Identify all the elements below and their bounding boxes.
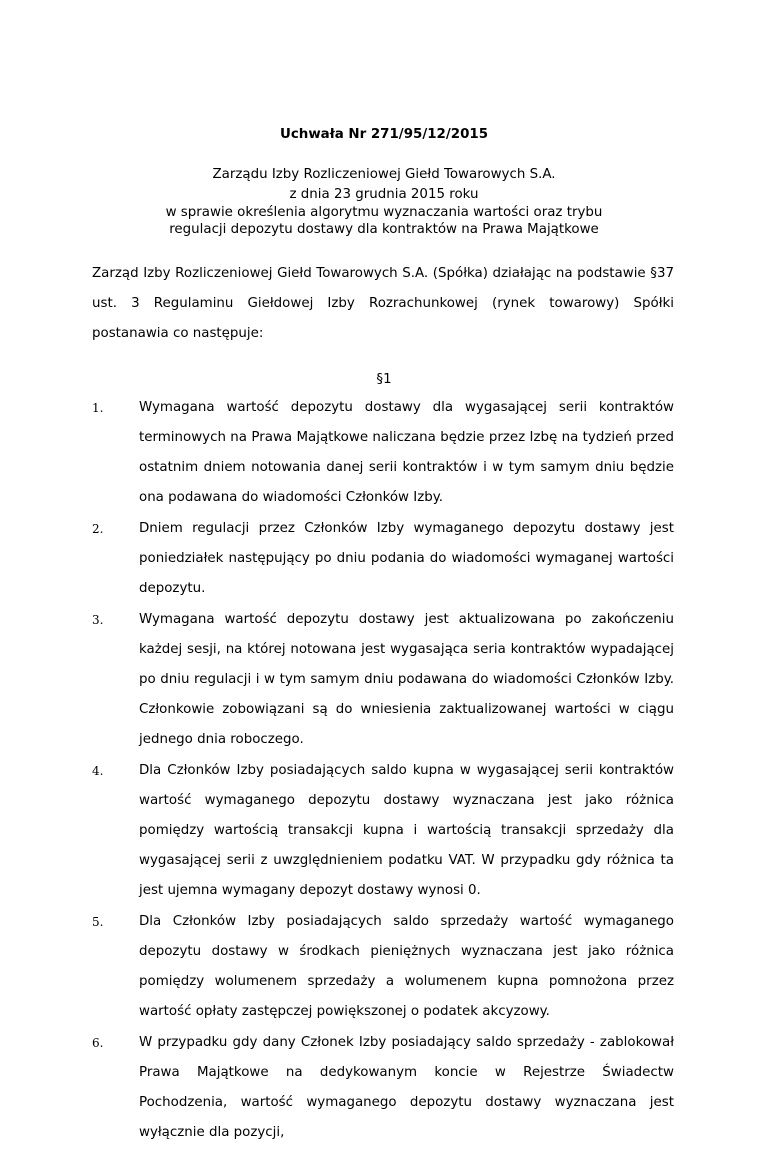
list-item — [92, 907, 674, 1027]
item-text: Wymagana wartość depozytu dostawy jest aktualizowana po zakończeniu każdej sesji, na której notowana jest wygasająca seria kontraktów wypadającej po dniu regulacji i w tym samym dniu podawana do wiadomości Członków Izby. Członkowie zobowiązani są do wniesienia zaktualizowanej wartości w ciągu jednego dnia roboczego. — [139, 612, 674, 747]
section-mark: §1 — [376, 372, 392, 387]
subject-line: w sprawie określenia algorytmu wyznaczania wartości oraz trybu regulacji depozytu dostawy dla kontraktów na Prawa Majątkowe — [165, 205, 603, 237]
issuer-line: Zarządu Izby Rozliczeniowej Giełd Towarowych S.A. — [212, 167, 556, 182]
list-item — [92, 605, 674, 755]
item-text: Dla Członków Izby posiadających saldo kupna w wygasającej serii kontraktów wartość wymaganego depozytu dostawy wyznaczana jest jako różnica pomiędzy wartością transakcji kupna i wartością transakcji sprzedaży dla wygasającej serii z uwzględnieniem podatku VAT. W przypadku gdy różnica ta jest ujemna wymagany depozyt dostawy wynosi 0. — [139, 763, 674, 898]
item-text: Wymagana wartość depozytu dostawy dla wygasającej serii kontraktów terminowych na Prawa Majątkowe naliczana będzie przez Izbę na tydzień przed ostatnim dniem notowania danej serii kontraktów i w tym samym dniu będzie ona podawana do wiadomości Członków Izby. — [139, 400, 674, 505]
list-item — [92, 756, 674, 906]
list-item — [92, 514, 674, 604]
item-number: 3. — [92, 613, 104, 627]
item-number: 4. — [92, 764, 104, 778]
list-item — [92, 393, 674, 513]
item-number: 6. — [92, 1036, 104, 1050]
item-number: 2. — [92, 522, 104, 536]
date-line: z dnia 23 grudnia 2015 roku — [289, 187, 479, 202]
provisions-list — [92, 393, 674, 1149]
intro-paragraph: Zarząd Izby Rozliczeniowej Giełd Towarowych S.A. (Spółka) działając na podstawie §37 ust. 3 Regulaminu Giełdowej Izby Rozrachunkowej (rynek towarowy) Spółki postanawia co następuje: — [92, 266, 674, 341]
item-number: 5. — [92, 915, 104, 929]
resolution-title: Uchwała Nr 271/95/12/2015 — [279, 127, 489, 142]
item-text: Dniem regulacji przez Członków Izby wymaganego depozytu dostawy jest poniedziałek następujący po dniu podania do wiadomości wymaganej wartości depozytu. — [139, 521, 674, 596]
item-text: W przypadku gdy dany Członek Izby posiadający saldo sprzedaży - zablokował Prawa Majątkowe na dedykowanym koncie w Rejestrze Świadectw Pochodzenia, wartość wymaganego depozytu dostawy wyznaczana jest wyłącznie dla pozycji, — [139, 1035, 674, 1140]
item-number: 1. — [92, 401, 104, 415]
item-text: Dla Członków Izby posiadających saldo sprzedaży wartość wymaganego depozytu dostawy w środkach pieniężnych wyznaczana jest jako różnica pomiędzy wolumenem sprzedaży a wolumenem kupna pomnożona przez wartość opłaty zastępczej powiększonej o podatek akcyzowy. — [139, 914, 674, 1019]
list-item — [92, 1028, 674, 1148]
